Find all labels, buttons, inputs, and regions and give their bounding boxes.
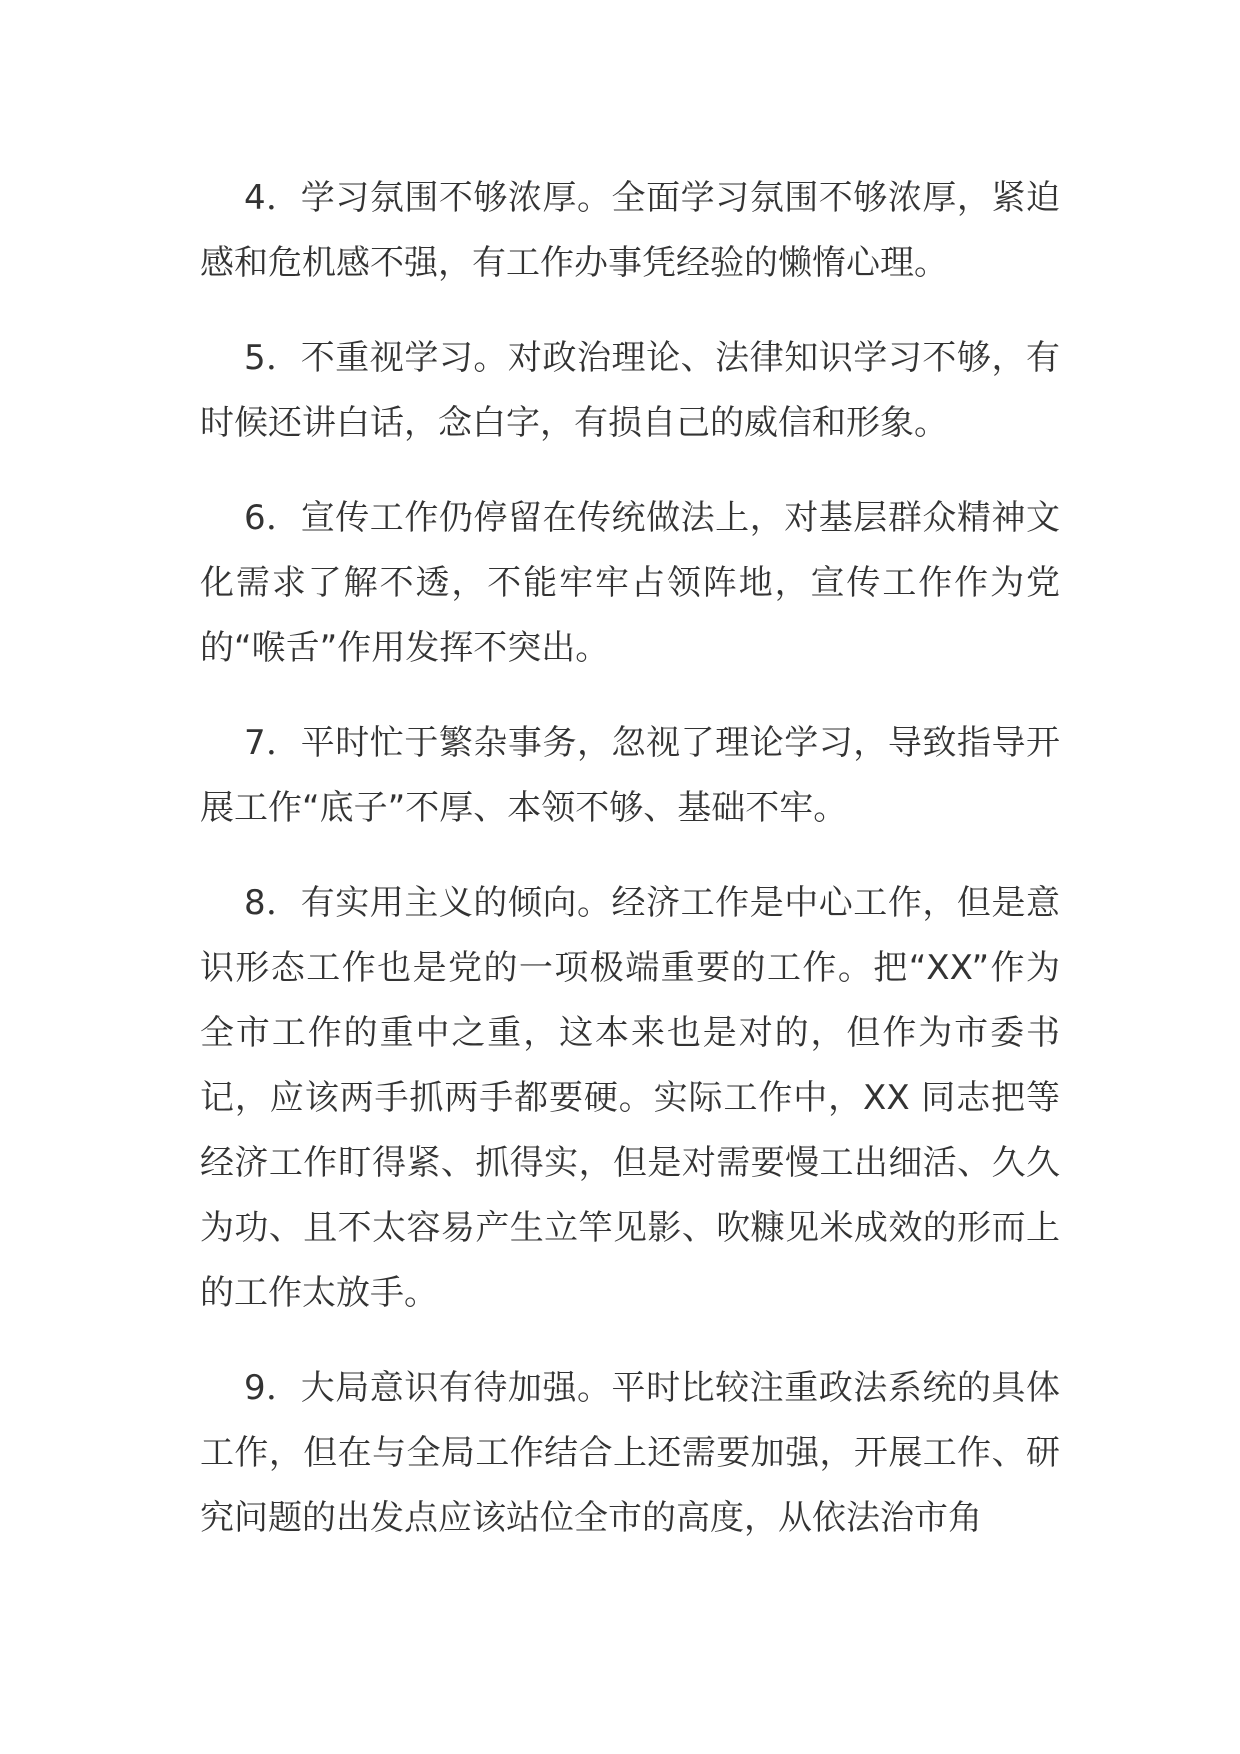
paragraph-5: 5．不重视学习。对政治理论、法律知识学习不够，有时候还讲白话，念白字，有损自己的威信和形象。 (200, 338, 1060, 443)
paragraph-7: 7．平时忙于繁杂事务，忽视了理论学习，导致指导开展工作“底子”不厚、本领不够、基础不牢。 (200, 723, 1060, 828)
document-body (200, 166, 1060, 1581)
paragraph-4: 4．学习氛围不够浓厚。全面学习氛围不够浓厚，紧迫感和危机感不强，有工作办事凭经验的懒惰心理。 (200, 178, 1060, 283)
paragraph-8: 8．有实用主义的倾向。经济工作是中心工作，但是意识形态工作也是党的一项极端重要的工作。把“XX”作为全市工作的重中之重，这本来也是对的，但作为市委书记，应该两手抓两手都要硬。实际工作中，XX 同志把等经济工作盯得紧、抓得实，但是对需要慢工出细活、久久为功、且不太容易产生立竿见影、吹糠见米成效的形而上的工作太放手。 (200, 883, 1060, 1313)
paragraph-6: 6．宣传工作仍停留在传统做法上，对基层群众精神文化需求了解不透，不能牢牢占领阵地，宣传工作作为党的“喉舌”作用发挥不突出。 (200, 498, 1060, 668)
paragraph-9: 9．大局意识有待加强。平时比较注重政法系统的具体工作，但在与全局工作结合上还需要加强，开展工作、研究问题的出发点应该站位全市的高度，从依法治市角 (200, 1368, 1060, 1538)
